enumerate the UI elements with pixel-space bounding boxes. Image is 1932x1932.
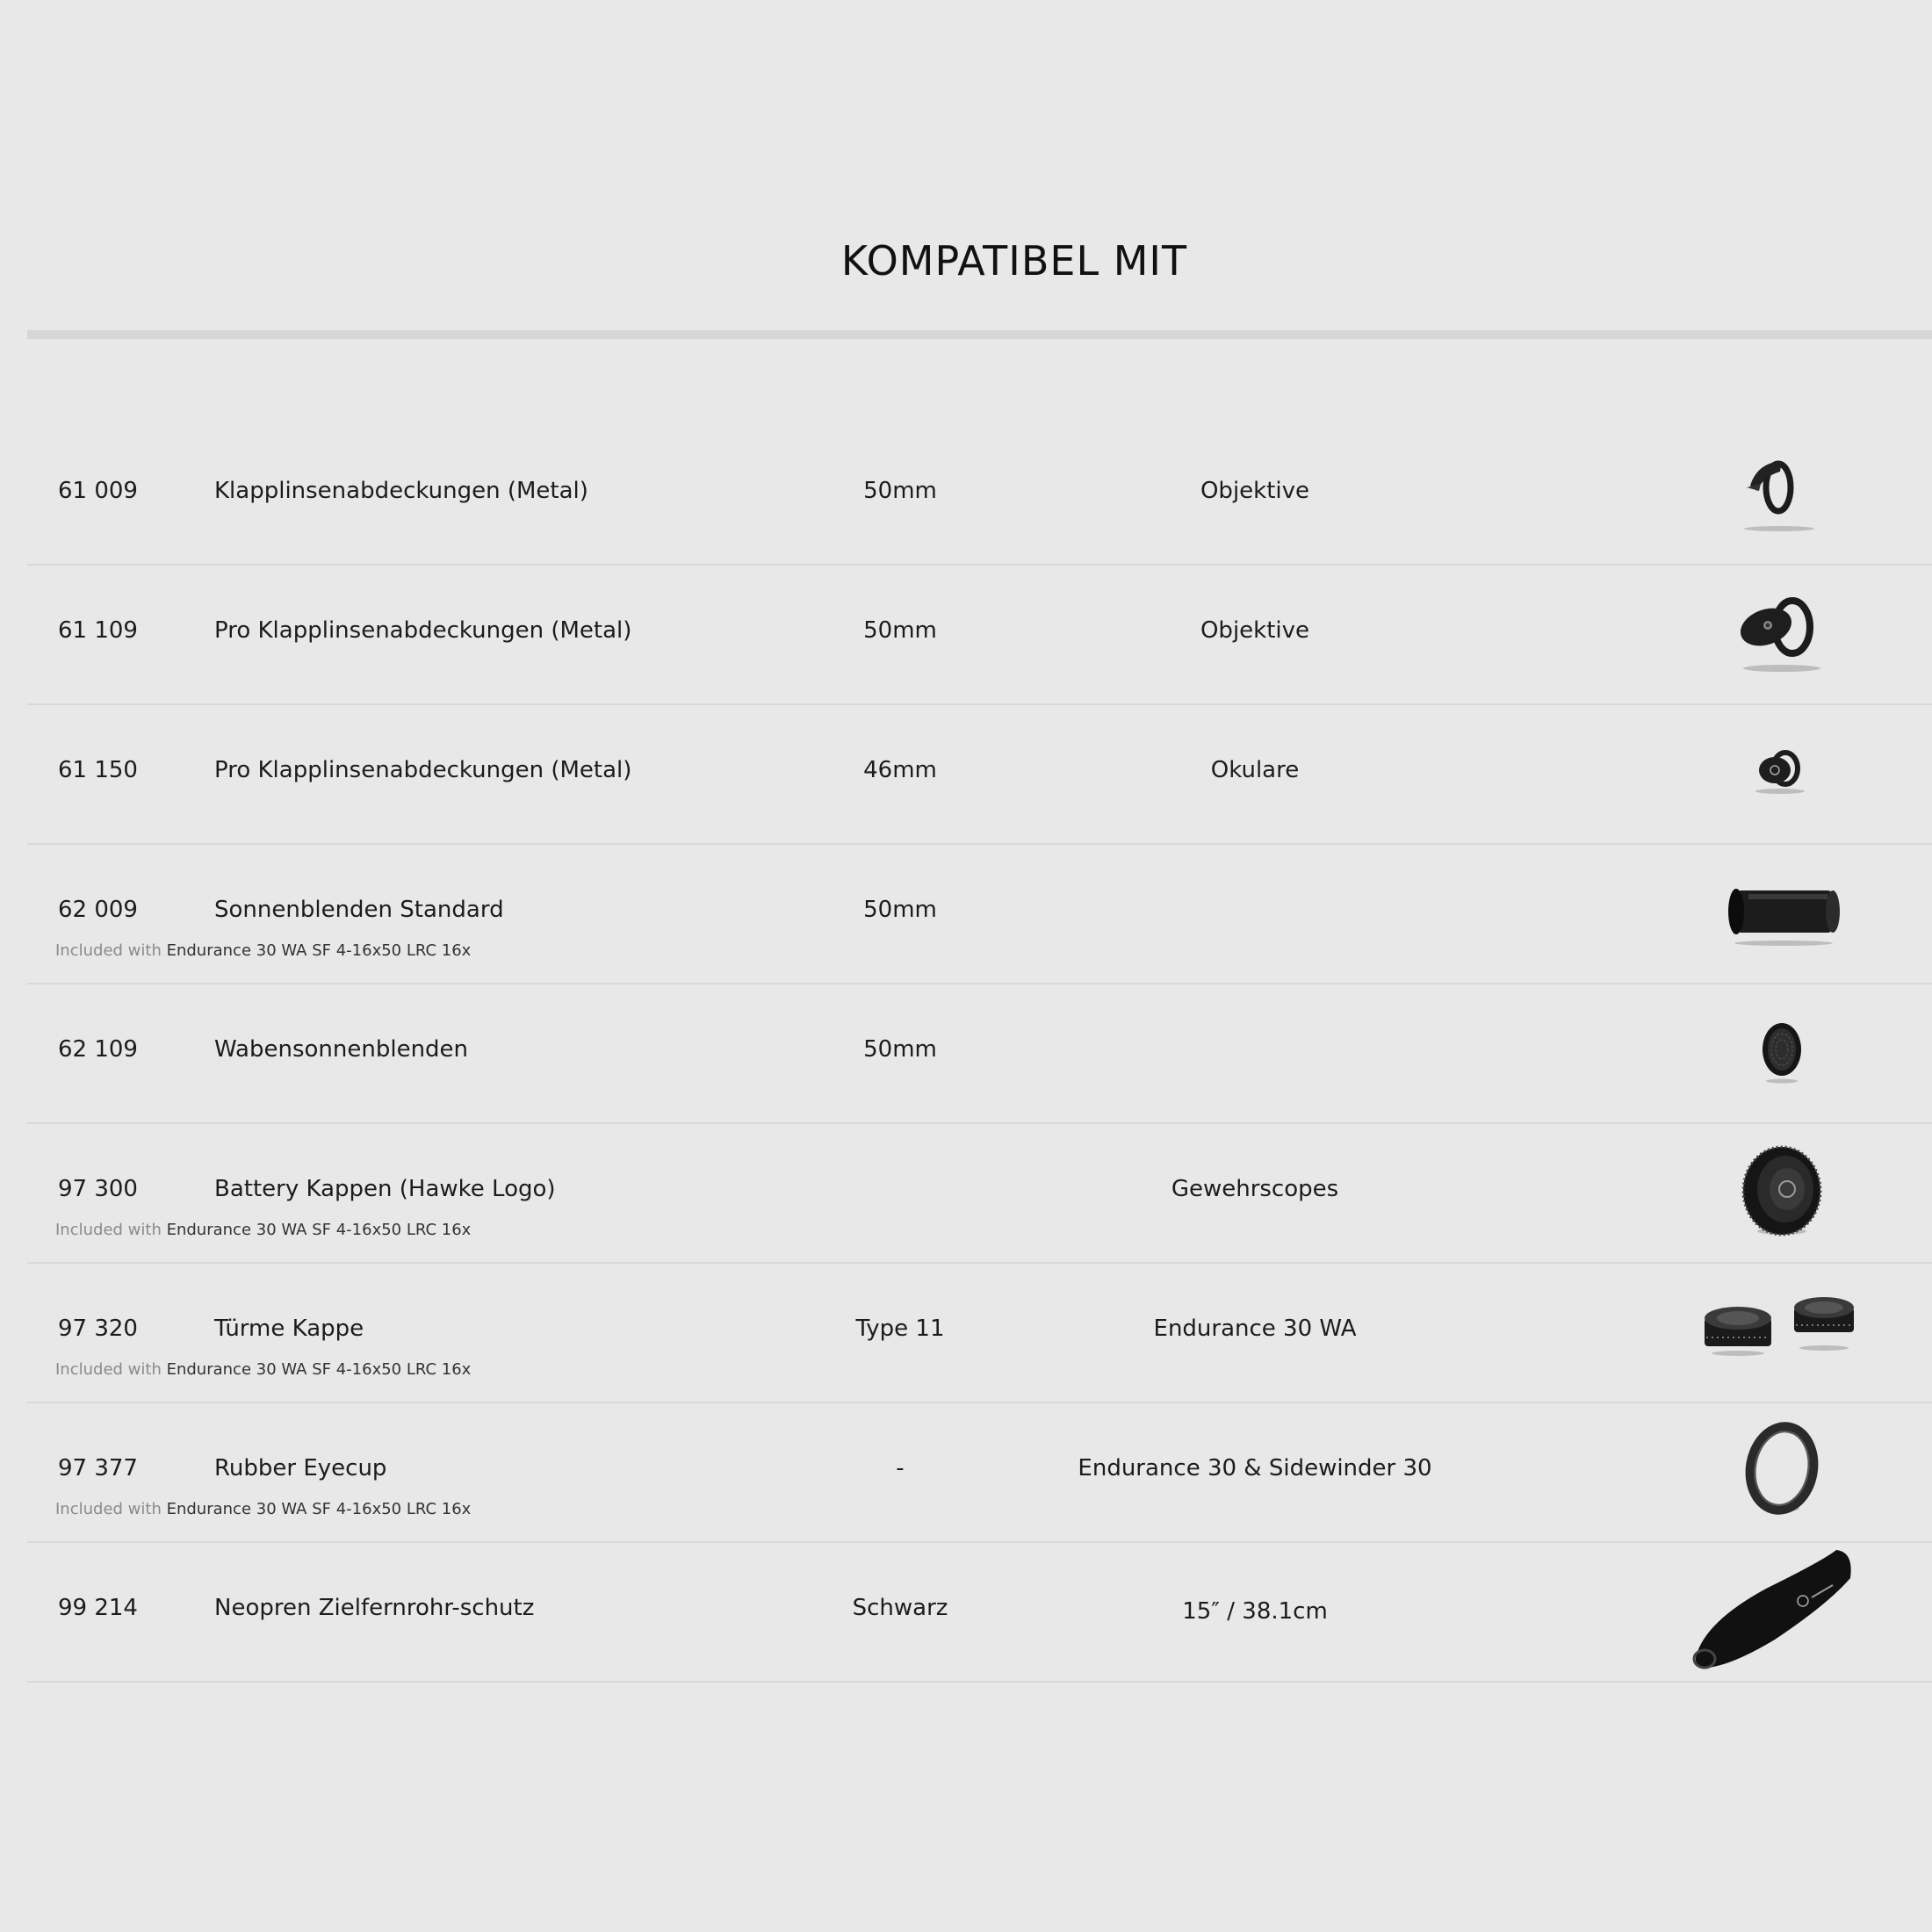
product-size: 50mm xyxy=(863,617,937,644)
product-number: 61 009 xyxy=(58,478,138,504)
product-name[interactable]: Klapplinsenabdeckungen (Metal) xyxy=(214,478,588,504)
included-model[interactable]: Endurance 30 WA SF 4-16x50 LRC 16x xyxy=(166,1360,472,1379)
included-model[interactable]: Endurance 30 WA SF 4-16x50 LRC 16x xyxy=(166,1221,472,1239)
product-number: 99 214 xyxy=(58,1595,138,1621)
product-fits: Endurance 30 & Sidewinder 30 xyxy=(1078,1455,1432,1481)
product-fits: Objektive xyxy=(1200,617,1310,644)
table-row xyxy=(27,426,1932,566)
flip-cap-icon[interactable] xyxy=(1669,426,1871,564)
product-number: 97 320 xyxy=(58,1316,138,1342)
product-number: 61 109 xyxy=(58,617,138,644)
table-row xyxy=(27,566,1932,705)
included-prefix: Included with xyxy=(55,1221,162,1239)
included-with-note xyxy=(55,941,471,960)
included-model[interactable]: Endurance 30 WA SF 4-16x50 LRC 16x xyxy=(166,941,472,960)
honeycomb-filter-icon[interactable] xyxy=(1669,984,1871,1122)
product-fits: 15″ / 38.1cm xyxy=(1182,1598,1328,1625)
table-row xyxy=(27,845,1932,984)
included-with-note xyxy=(55,1360,471,1379)
included-with-note xyxy=(55,1500,471,1518)
table-row xyxy=(27,705,1932,845)
product-fits: Endurance 30 WA xyxy=(1153,1316,1357,1342)
product-size: - xyxy=(896,1455,905,1481)
pro-flip-cap-icon[interactable] xyxy=(1669,566,1871,703)
product-size: 50mm xyxy=(863,478,937,504)
included-prefix: Included with xyxy=(55,1360,162,1379)
section-title: KOMPATIBEL MIT xyxy=(840,237,1188,285)
compatibility-table xyxy=(27,426,1932,1683)
table-row xyxy=(27,1543,1932,1683)
product-number: 62 109 xyxy=(58,1036,138,1063)
product-size: Schwarz xyxy=(852,1595,948,1621)
rubber-eyecup-icon[interactable] xyxy=(1669,1403,1871,1541)
product-size: 50mm xyxy=(863,1036,937,1063)
product-size: 46mm xyxy=(863,757,937,783)
product-fits: Gewehrscopes xyxy=(1171,1176,1339,1202)
product-size: Type 11 xyxy=(855,1316,945,1342)
included-prefix: Included with xyxy=(55,941,162,960)
product-name[interactable]: Rubber Eyecup xyxy=(214,1455,387,1481)
eyepiece-flip-cap-icon[interactable] xyxy=(1669,705,1871,843)
product-name[interactable]: Sonnenblenden Standard xyxy=(214,897,504,923)
product-name[interactable]: Türme Kappe xyxy=(214,1316,364,1342)
product-size: 50mm xyxy=(863,897,937,923)
product-name[interactable]: Pro Klapplinsenabdeckungen (Metal) xyxy=(214,617,632,644)
title-divider xyxy=(27,330,1932,339)
included-model[interactable]: Endurance 30 WA SF 4-16x50 LRC 16x xyxy=(166,1500,472,1518)
product-name[interactable]: Battery Kappen (Hawke Logo) xyxy=(214,1176,556,1202)
product-name[interactable]: Neopren Zielfernrohr-schutz xyxy=(214,1595,535,1621)
product-name[interactable]: Wabensonnenblenden xyxy=(214,1036,469,1063)
neoprene-cover-icon[interactable] xyxy=(1669,1543,1871,1681)
product-number: 62 009 xyxy=(58,897,138,923)
table-row xyxy=(27,1124,1932,1264)
turret-caps-icon[interactable] xyxy=(1669,1264,1871,1402)
sunshade-icon[interactable] xyxy=(1669,845,1871,983)
product-number: 97 300 xyxy=(58,1176,138,1202)
product-number: 61 150 xyxy=(58,757,138,783)
table-row xyxy=(27,984,1932,1124)
battery-cap-icon[interactable] xyxy=(1669,1124,1871,1262)
product-number: 97 377 xyxy=(58,1455,138,1481)
included-prefix: Included with xyxy=(55,1500,162,1518)
product-name[interactable]: Pro Klapplinsenabdeckungen (Metal) xyxy=(214,757,632,783)
table-row xyxy=(27,1264,1932,1403)
product-fits: Okulare xyxy=(1210,757,1300,783)
included-with-note xyxy=(55,1221,471,1239)
product-fits: Objektive xyxy=(1200,478,1310,504)
table-row xyxy=(27,1403,1932,1543)
